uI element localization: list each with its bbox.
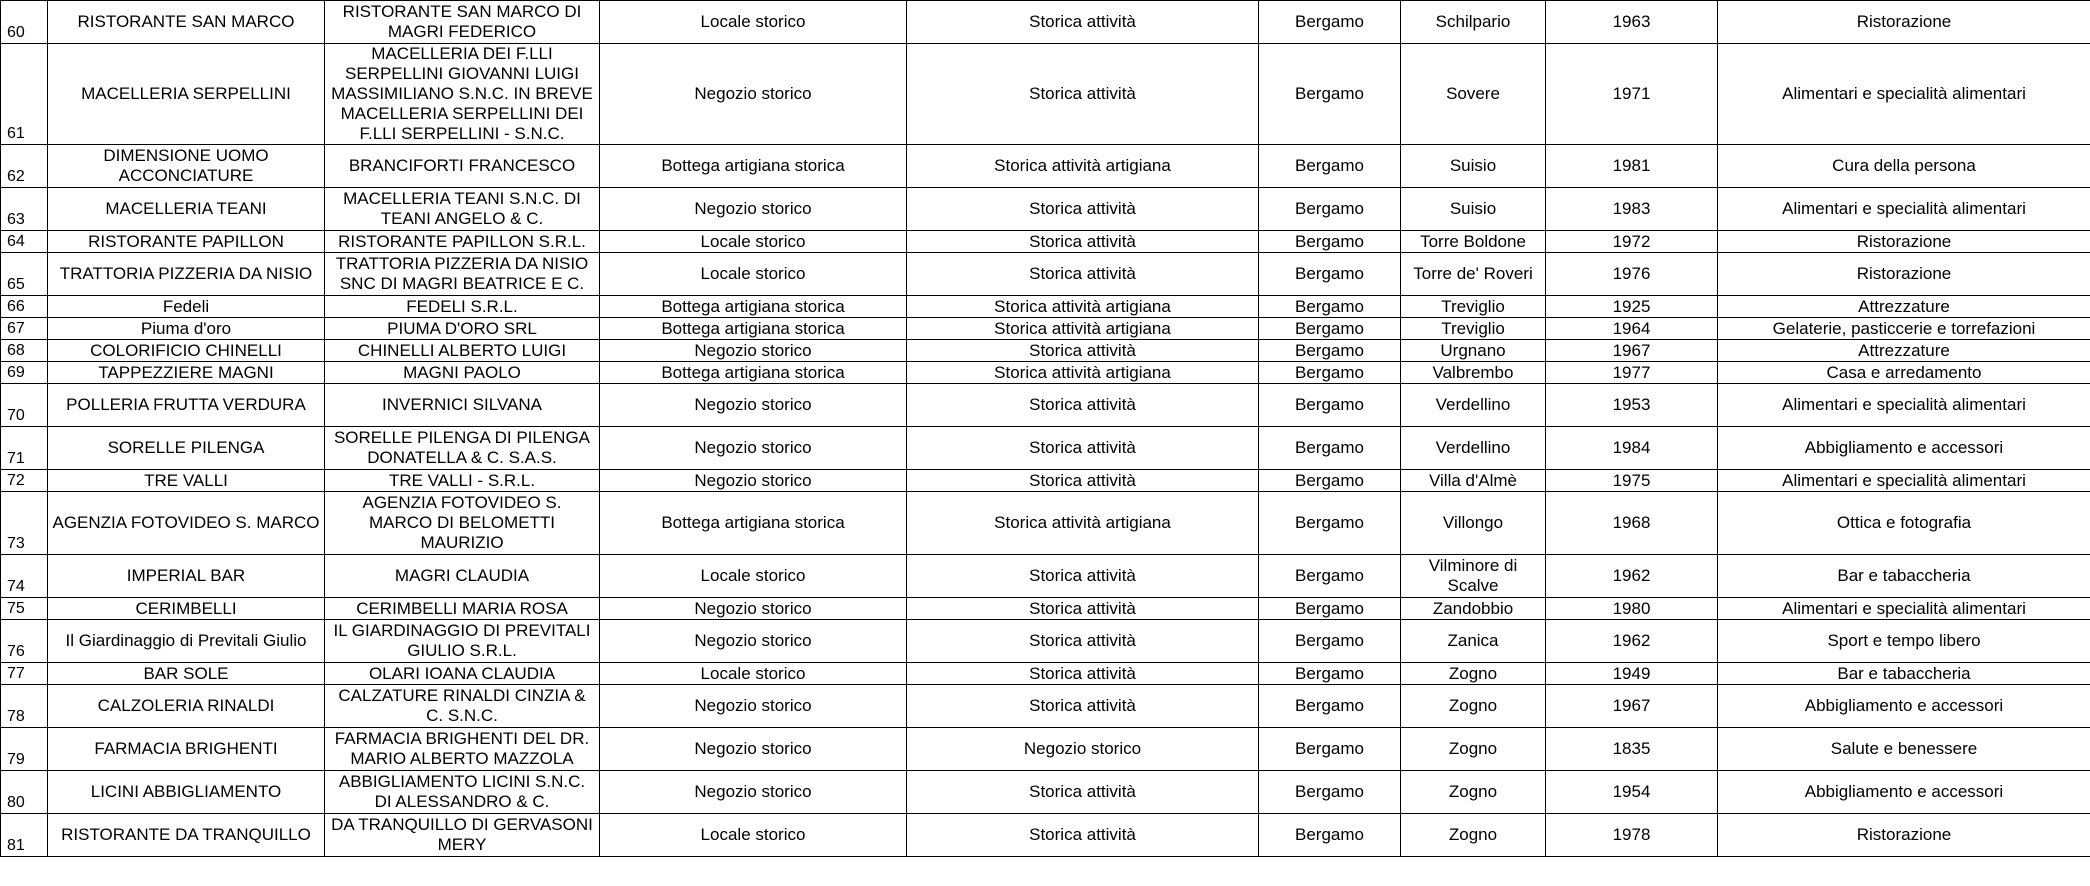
- cell-name: LICINI ABBIGLIAMENTO: [48, 771, 325, 814]
- cell-town: Zandobbio: [1401, 598, 1546, 620]
- cell-sector: Attrezzature: [1718, 340, 2090, 362]
- cell-company: MAGNI PAOLO: [325, 362, 600, 384]
- cell-company: CALZATURE RINALDI CINZIA & C. S.N.C.: [325, 685, 600, 728]
- cell-sector: Abbigliamento e accessori: [1718, 771, 2090, 814]
- cell-name: RISTORANTE SAN MARCO: [48, 1, 325, 44]
- cell-category: Storica attività: [907, 598, 1259, 620]
- cell-name: RISTORANTE PAPILLON: [48, 231, 325, 253]
- cell-category: Storica attività: [907, 555, 1259, 598]
- cell-company: SORELLE PILENGA DI PILENGA DONATELLA & C. S.A.S.: [325, 427, 600, 470]
- cell-name: SORELLE PILENGA: [48, 427, 325, 470]
- cell-province: Bergamo: [1259, 492, 1401, 555]
- cell-sector: Alimentari e specialità alimentari: [1718, 384, 2090, 427]
- cell-sector: Ristorazione: [1718, 1, 2090, 44]
- cell-name: Piuma d'oro: [48, 318, 325, 340]
- cell-province: Bergamo: [1259, 188, 1401, 231]
- table-row: [1, 296, 2090, 318]
- cell-type: Negozio storico: [600, 470, 907, 492]
- cell-company: BRANCIFORTI FRANCESCO: [325, 145, 600, 188]
- cell-company: RISTORANTE SAN MARCO DI MAGRI FEDERICO: [325, 1, 600, 44]
- cell-type: Locale storico: [600, 231, 907, 253]
- cell-name: TAPPEZZIERE MAGNI: [48, 362, 325, 384]
- cell-province: Bergamo: [1259, 685, 1401, 728]
- cell-year: 1835: [1546, 728, 1718, 771]
- cell-province: Bergamo: [1259, 362, 1401, 384]
- table-row: [1, 427, 2090, 470]
- cell-name: MACELLERIA TEANI: [48, 188, 325, 231]
- cell-town: Zogno: [1401, 771, 1546, 814]
- cell-name: BAR SOLE: [48, 663, 325, 685]
- cell-category: Storica attività: [907, 814, 1259, 857]
- cell-n: 72: [1, 470, 48, 492]
- cell-name: TRE VALLI: [48, 470, 325, 492]
- table-row: [1, 340, 2090, 362]
- cell-sector: Abbigliamento e accessori: [1718, 427, 2090, 470]
- cell-town: Valbrembo: [1401, 362, 1546, 384]
- cell-year: 1977: [1546, 362, 1718, 384]
- cell-type: Bottega artigiana storica: [600, 318, 907, 340]
- cell-year: 1976: [1546, 253, 1718, 296]
- cell-province: Bergamo: [1259, 663, 1401, 685]
- table-row: [1, 663, 2090, 685]
- cell-name: IMPERIAL BAR: [48, 555, 325, 598]
- cell-province: Bergamo: [1259, 814, 1401, 857]
- cell-year: 1962: [1546, 555, 1718, 598]
- cell-category: Storica attività artigiana: [907, 296, 1259, 318]
- cell-town: Zogno: [1401, 663, 1546, 685]
- cell-town: Verdellino: [1401, 427, 1546, 470]
- cell-type: Locale storico: [600, 663, 907, 685]
- cell-town: Suisio: [1401, 188, 1546, 231]
- cell-year: 1953: [1546, 384, 1718, 427]
- table-row: [1, 470, 2090, 492]
- cell-category: Storica attività artigiana: [907, 145, 1259, 188]
- table-row: [1, 44, 2090, 145]
- table-row: [1, 492, 2090, 555]
- cell-province: Bergamo: [1259, 318, 1401, 340]
- cell-town: Torre de' Roveri: [1401, 253, 1546, 296]
- cell-sector: Cura della persona: [1718, 145, 2090, 188]
- cell-type: Locale storico: [600, 814, 907, 857]
- cell-type: Negozio storico: [600, 620, 907, 663]
- cell-category: Storica attività: [907, 663, 1259, 685]
- cell-year: 1963: [1546, 1, 1718, 44]
- cell-name: CALZOLERIA RINALDI: [48, 685, 325, 728]
- cell-year: 1978: [1546, 814, 1718, 857]
- cell-category: Negozio storico: [907, 728, 1259, 771]
- cell-year: 1972: [1546, 231, 1718, 253]
- cell-n: 65: [1, 253, 48, 296]
- cell-n: 73: [1, 492, 48, 555]
- cell-province: Bergamo: [1259, 296, 1401, 318]
- cell-company: MACELLERIA DEI F.LLI SERPELLINI GIOVANNI LUIGI MASSIMILIANO S.N.C. IN BREVE MACELLERIA SERPELLINI DEI F.LLI SERPELLINI - S.N.C.: [325, 44, 600, 145]
- cell-sector: Abbigliamento e accessori: [1718, 685, 2090, 728]
- cell-n: 63: [1, 188, 48, 231]
- cell-type: Negozio storico: [600, 598, 907, 620]
- cell-year: 1925: [1546, 296, 1718, 318]
- cell-company: MAGRI CLAUDIA: [325, 555, 600, 598]
- cell-province: Bergamo: [1259, 620, 1401, 663]
- cell-year: 1954: [1546, 771, 1718, 814]
- cell-n: 71: [1, 427, 48, 470]
- cell-province: Bergamo: [1259, 231, 1401, 253]
- cell-n: 66: [1, 296, 48, 318]
- table-row: [1, 728, 2090, 771]
- cell-type: Negozio storico: [600, 427, 907, 470]
- cell-company: DA TRANQUILLO DI GERVASONI MERY: [325, 814, 600, 857]
- cell-sector: Casa e arredamento: [1718, 362, 2090, 384]
- cell-year: 1980: [1546, 598, 1718, 620]
- table-row: [1, 771, 2090, 814]
- cell-sector: Bar e tabaccheria: [1718, 663, 2090, 685]
- cell-category: Storica attività: [907, 427, 1259, 470]
- cell-category: Storica attività: [907, 685, 1259, 728]
- cell-year: 1962: [1546, 620, 1718, 663]
- cell-name: DIMENSIONE UOMO ACCONCIATURE: [48, 145, 325, 188]
- cell-type: Negozio storico: [600, 188, 907, 231]
- table-row: [1, 318, 2090, 340]
- cell-company: INVERNICI SILVANA: [325, 384, 600, 427]
- cell-n: 70: [1, 384, 48, 427]
- cell-province: Bergamo: [1259, 145, 1401, 188]
- cell-category: Storica attività: [907, 253, 1259, 296]
- cell-sector: Alimentari e specialità alimentari: [1718, 188, 2090, 231]
- cell-company: AGENZIA FOTOVIDEO S. MARCO DI BELOMETTI MAURIZIO: [325, 492, 600, 555]
- cell-category: Storica attività: [907, 620, 1259, 663]
- table-row: [1, 620, 2090, 663]
- cell-province: Bergamo: [1259, 253, 1401, 296]
- table-row: [1, 1, 2090, 44]
- cell-company: TRATTORIA PIZZERIA DA NISIO SNC DI MAGRI BEATRICE E C.: [325, 253, 600, 296]
- table-body: [1, 1, 2090, 857]
- cell-province: Bergamo: [1259, 1, 1401, 44]
- cell-type: Negozio storico: [600, 384, 907, 427]
- table-row: [1, 145, 2090, 188]
- cell-name: POLLERIA FRUTTA VERDURA: [48, 384, 325, 427]
- cell-province: Bergamo: [1259, 44, 1401, 145]
- cell-sector: Alimentari e specialità alimentari: [1718, 598, 2090, 620]
- table-row: [1, 814, 2090, 857]
- cell-company: MACELLERIA TEANI S.N.C. DI TEANI ANGELO & C.: [325, 188, 600, 231]
- cell-town: Zogno: [1401, 685, 1546, 728]
- cell-town: Treviglio: [1401, 318, 1546, 340]
- cell-category: Storica attività: [907, 340, 1259, 362]
- cell-province: Bergamo: [1259, 340, 1401, 362]
- cell-town: Suisio: [1401, 145, 1546, 188]
- cell-n: 78: [1, 685, 48, 728]
- cell-name: MACELLERIA SERPELLINI: [48, 44, 325, 145]
- cell-sector: Ristorazione: [1718, 814, 2090, 857]
- cell-category: Storica attività: [907, 1, 1259, 44]
- cell-town: Verdellino: [1401, 384, 1546, 427]
- cell-sector: Ristorazione: [1718, 231, 2090, 253]
- cell-n: 60: [1, 1, 48, 44]
- cell-name: COLORIFICIO CHINELLI: [48, 340, 325, 362]
- cell-category: Storica attività: [907, 44, 1259, 145]
- cell-n: 80: [1, 771, 48, 814]
- cell-town: Vilminore di Scalve: [1401, 555, 1546, 598]
- cell-name: AGENZIA FOTOVIDEO S. MARCO: [48, 492, 325, 555]
- cell-type: Negozio storico: [600, 44, 907, 145]
- cell-year: 1968: [1546, 492, 1718, 555]
- cell-sector: Sport e tempo libero: [1718, 620, 2090, 663]
- cell-year: 1971: [1546, 44, 1718, 145]
- table-row: [1, 598, 2090, 620]
- cell-town: Villongo: [1401, 492, 1546, 555]
- cell-sector: Salute e benessere: [1718, 728, 2090, 771]
- cell-type: Negozio storico: [600, 728, 907, 771]
- cell-year: 1983: [1546, 188, 1718, 231]
- cell-province: Bergamo: [1259, 555, 1401, 598]
- cell-company: ABBIGLIAMENTO LICINI S.N.C. DI ALESSANDRO & C.: [325, 771, 600, 814]
- cell-sector: Bar e tabaccheria: [1718, 555, 2090, 598]
- cell-province: Bergamo: [1259, 771, 1401, 814]
- cell-year: 1975: [1546, 470, 1718, 492]
- cell-year: 1964: [1546, 318, 1718, 340]
- cell-type: Bottega artigiana storica: [600, 296, 907, 318]
- cell-sector: Ottica e fotografia: [1718, 492, 2090, 555]
- cell-town: Zanica: [1401, 620, 1546, 663]
- cell-n: 75: [1, 598, 48, 620]
- cell-n: 74: [1, 555, 48, 598]
- cell-n: 77: [1, 663, 48, 685]
- cell-town: Sovere: [1401, 44, 1546, 145]
- cell-company: IL GIARDINAGGIO DI PREVITALI GIULIO S.R.L.: [325, 620, 600, 663]
- cell-n: 67: [1, 318, 48, 340]
- table-row: [1, 685, 2090, 728]
- table-row: [1, 384, 2090, 427]
- cell-name: Il Giardinaggio di Previtali Giulio: [48, 620, 325, 663]
- cell-sector: Ristorazione: [1718, 253, 2090, 296]
- cell-category: Storica attività: [907, 470, 1259, 492]
- cell-sector: Gelaterie, pasticcerie e torrefazioni: [1718, 318, 2090, 340]
- cell-province: Bergamo: [1259, 598, 1401, 620]
- cell-sector: Alimentari e specialità alimentari: [1718, 470, 2090, 492]
- cell-type: Bottega artigiana storica: [600, 362, 907, 384]
- cell-name: TRATTORIA PIZZERIA DA NISIO: [48, 253, 325, 296]
- cell-type: Bottega artigiana storica: [600, 492, 907, 555]
- cell-province: Bergamo: [1259, 728, 1401, 771]
- cell-type: Locale storico: [600, 1, 907, 44]
- cell-category: Storica attività: [907, 231, 1259, 253]
- cell-year: 1949: [1546, 663, 1718, 685]
- cell-name: Fedeli: [48, 296, 325, 318]
- cell-n: 62: [1, 145, 48, 188]
- cell-town: Schilpario: [1401, 1, 1546, 44]
- cell-name: CERIMBELLI: [48, 598, 325, 620]
- cell-sector: Alimentari e specialità alimentari: [1718, 44, 2090, 145]
- cell-n: 76: [1, 620, 48, 663]
- cell-type: Negozio storico: [600, 771, 907, 814]
- cell-name: FARMACIA BRIGHENTI: [48, 728, 325, 771]
- table-row: [1, 253, 2090, 296]
- cell-type: Locale storico: [600, 555, 907, 598]
- cell-town: Torre Boldone: [1401, 231, 1546, 253]
- cell-town: Villa d'Almè: [1401, 470, 1546, 492]
- cell-category: Storica attività: [907, 384, 1259, 427]
- cell-town: Zogno: [1401, 814, 1546, 857]
- cell-category: Storica attività artigiana: [907, 362, 1259, 384]
- cell-category: Storica attività: [907, 188, 1259, 231]
- cell-province: Bergamo: [1259, 384, 1401, 427]
- cell-year: 1967: [1546, 685, 1718, 728]
- cell-type: Bottega artigiana storica: [600, 145, 907, 188]
- cell-sector: Attrezzature: [1718, 296, 2090, 318]
- table-row: [1, 231, 2090, 253]
- cell-town: Zogno: [1401, 728, 1546, 771]
- cell-town: Urgnano: [1401, 340, 1546, 362]
- cell-n: 64: [1, 231, 48, 253]
- cell-type: Negozio storico: [600, 340, 907, 362]
- cell-n: 69: [1, 362, 48, 384]
- cell-company: CHINELLI ALBERTO LUIGI: [325, 340, 600, 362]
- cell-company: FARMACIA BRIGHENTI DEL DR. MARIO ALBERTO MAZZOLA: [325, 728, 600, 771]
- cell-type: Negozio storico: [600, 685, 907, 728]
- cell-category: Storica attività artigiana: [907, 318, 1259, 340]
- cell-company: OLARI IOANA CLAUDIA: [325, 663, 600, 685]
- cell-category: Storica attività: [907, 771, 1259, 814]
- cell-year: 1967: [1546, 340, 1718, 362]
- cell-company: FEDELI S.R.L.: [325, 296, 600, 318]
- cell-town: Treviglio: [1401, 296, 1546, 318]
- cell-company: RISTORANTE PAPILLON S.R.L.: [325, 231, 600, 253]
- cell-n: 81: [1, 814, 48, 857]
- cell-company: CERIMBELLI MARIA ROSA: [325, 598, 600, 620]
- cell-n: 79: [1, 728, 48, 771]
- cell-name: RISTORANTE DA TRANQUILLO: [48, 814, 325, 857]
- cell-year: 1981: [1546, 145, 1718, 188]
- cell-province: Bergamo: [1259, 470, 1401, 492]
- cell-province: Bergamo: [1259, 427, 1401, 470]
- table-row: [1, 188, 2090, 231]
- table-row: [1, 555, 2090, 598]
- cell-n: 61: [1, 44, 48, 145]
- cell-company: PIUMA D'ORO SRL: [325, 318, 600, 340]
- table-row: [1, 362, 2090, 384]
- cell-category: Storica attività artigiana: [907, 492, 1259, 555]
- cell-n: 68: [1, 340, 48, 362]
- cell-company: TRE VALLI - S.R.L.: [325, 470, 600, 492]
- cell-type: Locale storico: [600, 253, 907, 296]
- cell-year: 1984: [1546, 427, 1718, 470]
